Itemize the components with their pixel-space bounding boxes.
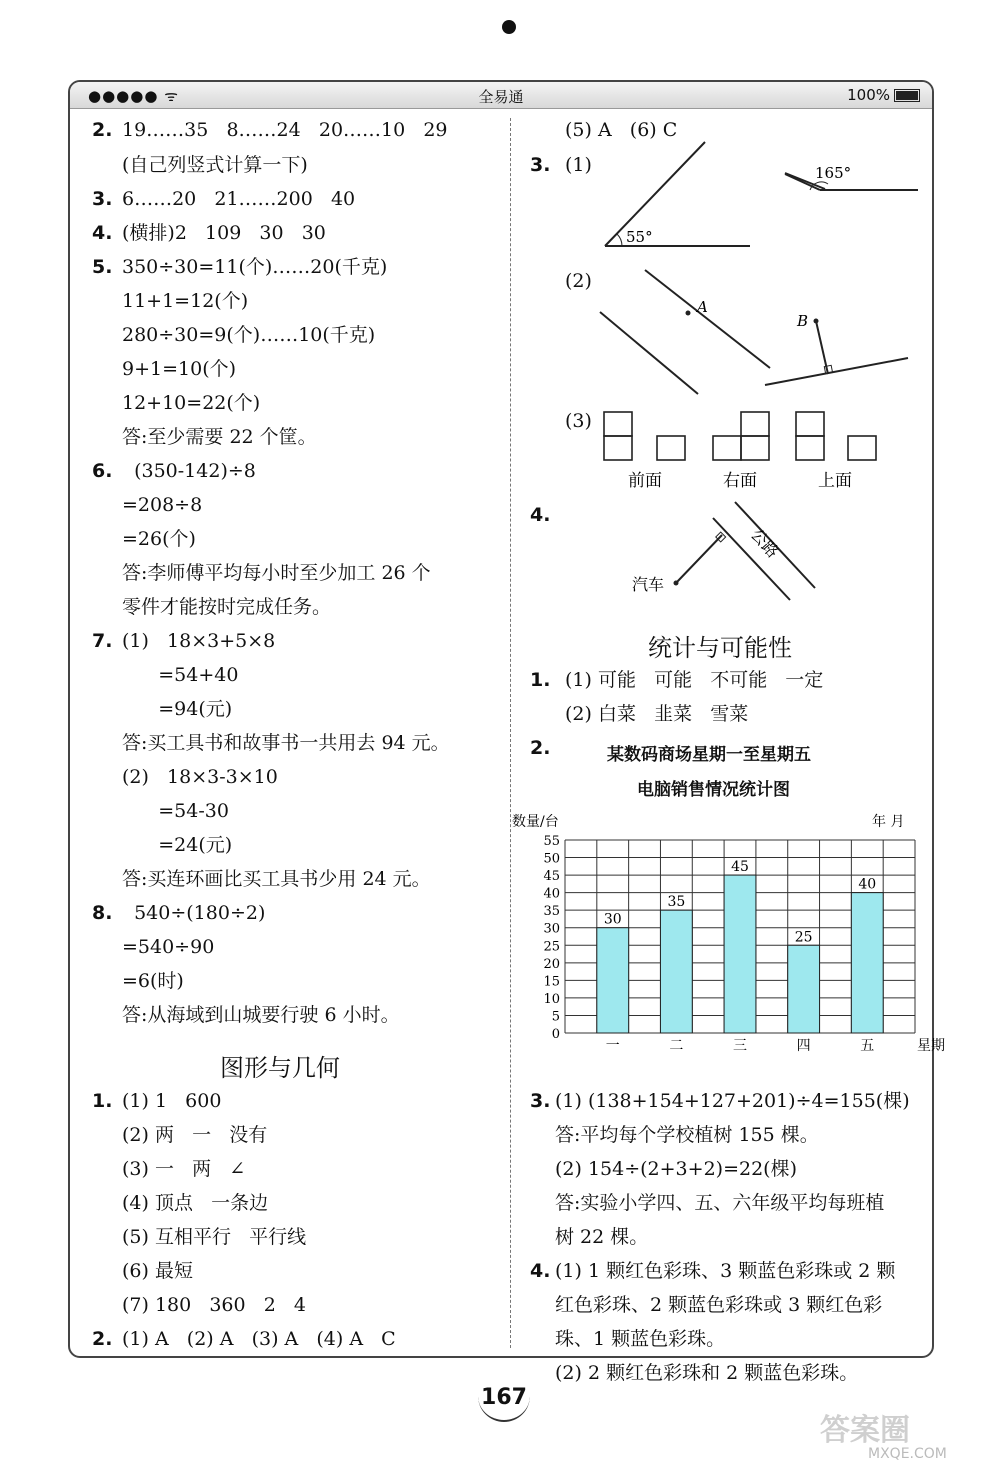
bar-chart	[510, 808, 945, 1058]
answer-line: 答:至少需要 22 个筐。	[122, 426, 317, 448]
answer-line: (3)	[565, 410, 592, 432]
answer-line: (4) 顶点 一条边	[122, 1192, 269, 1214]
section-heading-statistics: 统计与可能性	[648, 634, 792, 662]
answer-line: (3) 一 两 ∠	[122, 1158, 246, 1180]
angle-165-figure	[785, 164, 918, 190]
question-number: 2.	[530, 737, 551, 759]
answer-line: 珠、1 颗蓝色彩珠。	[555, 1328, 726, 1350]
answer-line: (2) 18×3-3×10	[122, 766, 278, 788]
answer-line: =540÷90	[122, 936, 215, 958]
y-tick-label: 50	[543, 851, 560, 867]
answer-line: 树 22 棵。	[555, 1226, 649, 1248]
answer-line: 6……20 21……200 40	[122, 188, 356, 210]
answer-line: (横排)2 109 30 30	[122, 222, 326, 244]
x-tick-label: 二	[669, 1038, 684, 1054]
x-tick-label: 一	[605, 1038, 620, 1054]
x-axis-label: 星期	[917, 1038, 945, 1054]
question-number: 8.	[92, 902, 113, 924]
signal-indicator: ●●●●● ᯤ	[88, 87, 179, 105]
question-number: 4.	[530, 504, 551, 526]
answer-line: 12+10=22(个)	[122, 392, 261, 414]
x-tick-label: 三	[733, 1038, 747, 1054]
y-tick-label: 5	[551, 1009, 560, 1025]
data-label: 25	[794, 929, 813, 946]
question-number: 1.	[92, 1090, 113, 1112]
battery-icon	[894, 89, 920, 102]
answer-line: 答:从海域到山城要行驶 6 小时。	[122, 1004, 400, 1026]
answer-line: 红色彩珠、2 颗蓝色彩珠或 3 颗红色彩	[555, 1294, 883, 1316]
date-label: 年 月	[872, 814, 905, 830]
answer-line: (自己列竖式计算一下)	[122, 154, 308, 176]
parallel-line-figure	[600, 270, 770, 394]
question-number: 2.	[92, 1328, 113, 1350]
y-tick-label: 40	[543, 886, 560, 902]
question-number: 6.	[92, 460, 113, 482]
bar	[660, 910, 692, 1033]
answer-line: (1)	[565, 154, 592, 176]
answer-line: (2) 两 一 没有	[122, 1124, 268, 1146]
view-top-label: 上面	[818, 471, 852, 491]
answer-line: (1) A (2) A (3) A (4) A C	[122, 1328, 396, 1350]
question-number: 4.	[530, 1260, 551, 1282]
y-tick-label: 30	[543, 921, 560, 937]
road-label: 公路	[747, 524, 783, 562]
answer-line: 11+1=12(个)	[122, 290, 249, 312]
answer-line: 答:实验小学四、五、六年级平均每班植	[555, 1192, 885, 1214]
page-number: 167	[478, 1376, 530, 1422]
question-number: 7.	[92, 630, 113, 652]
answer-line: (1) 18×3+5×8	[122, 630, 276, 652]
angle-55-label: 55°	[626, 228, 653, 246]
angle-165-label: 165°	[815, 164, 852, 182]
x-tick-label: 五	[860, 1038, 875, 1054]
answer-line: (6) 最短	[122, 1260, 193, 1282]
bar	[724, 875, 756, 1033]
answer-line: 答:李师傅平均每小时至少加工 26 个	[122, 562, 431, 584]
answer-line: (5) 互相平行 平行线	[122, 1226, 307, 1248]
chart-title-line2: 电脑销售情况统计图	[637, 780, 790, 800]
answer-line: (1) (138+154+127+201)÷4=155(棵)	[555, 1090, 910, 1112]
answer-line: 答:买连环画比买工具书少用 24 元。	[122, 868, 431, 890]
y-tick-label: 10	[543, 991, 560, 1007]
answer-line: 答:买工具书和故事书一共用去 94 元。	[122, 732, 450, 754]
answer-line: 280÷30=9(个)……10(千克)	[122, 324, 376, 346]
section-heading-geometry: 图形与几何	[220, 1054, 340, 1082]
geometry-figures	[560, 140, 930, 610]
answer-line: =26(个)	[122, 528, 196, 550]
watermark-url: MXQE.COM	[868, 1446, 947, 1462]
y-tick-label: 15	[543, 974, 560, 990]
answer-line: =6(时)	[122, 970, 184, 992]
question-number: 3.	[530, 154, 551, 176]
question-number: 5.	[92, 256, 113, 278]
watermark-logo: 答案圈	[820, 1413, 910, 1448]
answer-line: (1) 可能 可能 不可能 一定	[565, 669, 824, 691]
answer-line: =24(元)	[122, 834, 233, 856]
bar	[851, 893, 883, 1033]
data-label: 40	[858, 876, 877, 893]
answer-line: (2) 白菜 韭菜 雪菜	[565, 703, 749, 725]
angle-55-figure	[605, 142, 750, 246]
view-right-label: 右面	[723, 471, 757, 491]
y-tick-label: 20	[543, 956, 560, 972]
answer-line: =54+40	[122, 664, 239, 686]
y-tick-label: 25	[543, 939, 560, 955]
answer-line: (350-142)÷8	[122, 460, 256, 482]
answer-line: 答:平均每个学校植树 155 棵。	[555, 1124, 819, 1146]
answer-line: =94(元)	[122, 698, 233, 720]
x-tick-label: 四	[796, 1038, 811, 1054]
chart-title-line1: 某数码商场星期一至星期五	[607, 745, 811, 765]
view-front-label: 前面	[628, 471, 662, 491]
answer-line: 19……35 8……24 20……10 29	[122, 119, 448, 141]
answer-line: (2) 154÷(2+3+2)=22(棵)	[555, 1158, 797, 1180]
data-label: 30	[603, 911, 622, 928]
answer-line: 零件才能按时完成任务。	[122, 596, 332, 618]
question-number: 1.	[530, 669, 551, 691]
bar	[788, 945, 820, 1033]
answer-line: (1) 1 颗红色彩珠、3 颗蓝色彩珠或 2 颗	[555, 1260, 896, 1282]
answer-line: =208÷8	[122, 494, 203, 516]
battery-indicator	[847, 86, 920, 104]
data-label: 45	[731, 859, 749, 876]
answer-line: 9+1=10(个)	[122, 358, 237, 380]
status-bar	[70, 82, 932, 109]
perpendicular-figure	[765, 312, 908, 385]
y-tick-label: 45	[543, 869, 560, 885]
question-number: 3.	[530, 1090, 551, 1112]
question-number: 3.	[92, 188, 113, 210]
data-label: 35	[667, 894, 686, 911]
answer-line: (1) 1 600	[122, 1090, 222, 1112]
answer-line: =54-30	[122, 800, 229, 822]
y-tick-label: 35	[543, 904, 560, 920]
bar	[597, 928, 629, 1033]
three-views-figure	[604, 412, 876, 460]
answer-line: (5) A (6) C	[565, 119, 678, 141]
point-a-label: A	[697, 298, 708, 316]
camera-dot	[502, 20, 516, 34]
column-divider	[510, 118, 511, 1348]
car-label: 汽车	[632, 575, 665, 594]
answer-line: 350÷30=11(个)……20(千克)	[122, 256, 388, 278]
question-number: 2.	[92, 119, 113, 141]
answer-line: (2) 2 颗红色彩珠和 2 颗蓝色彩珠。	[555, 1362, 859, 1384]
battery-percent: 100%	[847, 86, 890, 104]
app-title: 全易通	[478, 88, 524, 106]
road-figure	[632, 502, 815, 600]
answer-line: (7) 180 360 2 4	[122, 1294, 307, 1316]
question-number: 4.	[92, 222, 113, 244]
answer-line: 540÷(180÷2)	[122, 902, 266, 924]
answer-line: (2)	[565, 270, 592, 292]
point-b-label: B	[797, 312, 809, 330]
y-axis-label: 数量/台	[512, 814, 559, 830]
y-tick-label: 55	[543, 834, 560, 849]
y-tick-label: 0	[551, 1027, 560, 1042]
